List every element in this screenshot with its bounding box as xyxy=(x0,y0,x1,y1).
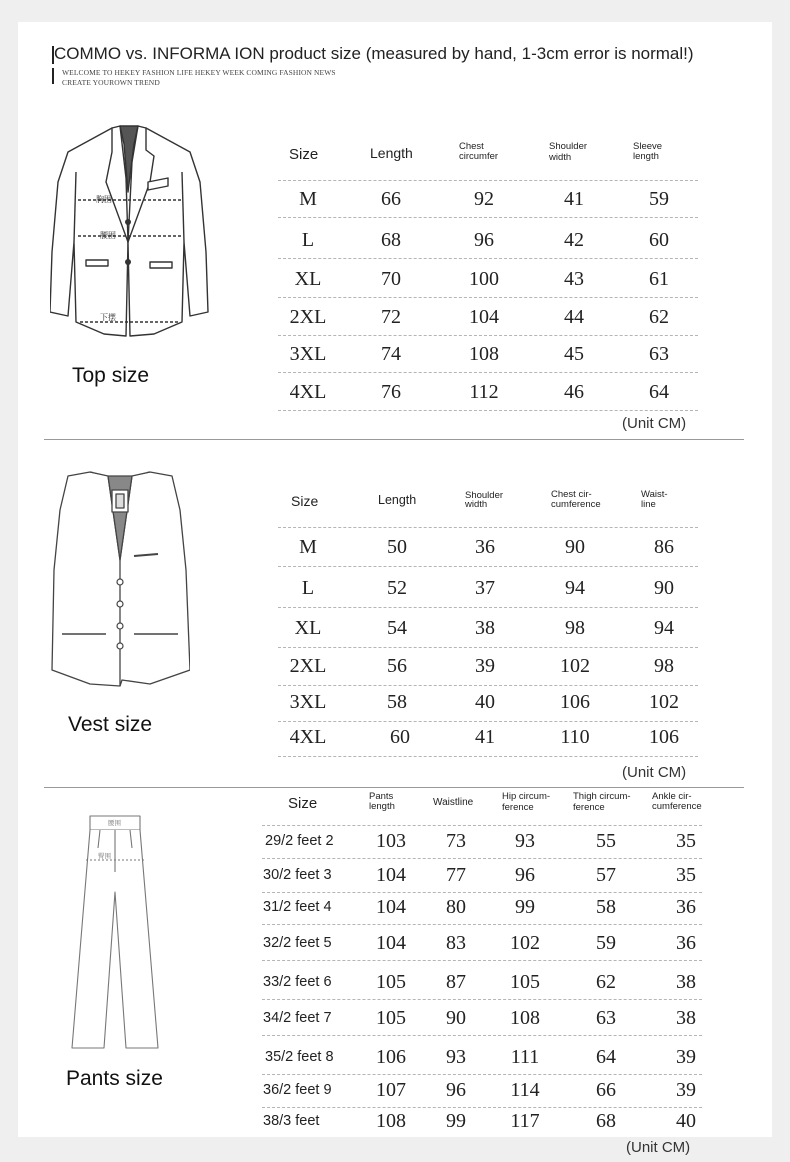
vest-row-rule xyxy=(278,756,698,757)
pants-row-rule xyxy=(262,924,702,925)
pants-cell-length: 106 xyxy=(376,1046,406,1068)
top-cell-length: 66 xyxy=(381,188,401,210)
top-cell-size: XL xyxy=(294,268,322,290)
vest-header-chest-1: Chest cir- xyxy=(551,489,592,500)
section-divider-top xyxy=(44,439,744,440)
top-size-title: Top size xyxy=(72,364,150,387)
jacket-waist-label: 腰围 xyxy=(100,231,116,240)
pants-cell-thigh: 64 xyxy=(596,1046,616,1068)
pants-cell-size: 32/2 feet 5 xyxy=(263,935,332,951)
pants-cell-thigh: 62 xyxy=(596,971,616,993)
vest-cell-size: 3XL xyxy=(289,691,327,713)
pants-cell-ankle: 35 xyxy=(676,830,696,852)
pants-cell-thigh: 57 xyxy=(596,864,616,886)
pants-header-ankle-1: Ankle cir- xyxy=(652,791,692,802)
vest-cell-shoulder: 41 xyxy=(475,726,495,748)
top-cell-sleeve: 59 xyxy=(649,188,669,210)
pants-cell-size: 29/2 feet 2 xyxy=(265,833,334,849)
pants-waist-label: 腰围 xyxy=(108,819,121,827)
vest-cell-shoulder: 37 xyxy=(475,577,495,599)
top-cell-size: L xyxy=(301,229,315,251)
pants-cell-hip: 102 xyxy=(510,932,540,954)
top-cell-sleeve: 62 xyxy=(649,306,669,328)
vest-header-length: Length xyxy=(378,493,417,507)
top-header-length: Length xyxy=(370,145,413,161)
vest-cell-length: 50 xyxy=(387,536,407,558)
top-header-chest-2: circumfer xyxy=(459,151,499,162)
pants-cell-waist: 80 xyxy=(446,896,466,918)
pants-cell-size: 36/2 feet 9 xyxy=(263,1082,332,1098)
vest-header-chest-2: cumference xyxy=(551,499,601,510)
vest-cell-shoulder: 40 xyxy=(475,691,495,713)
pants-cell-length: 104 xyxy=(376,896,406,918)
top-cell-size: 4XL xyxy=(289,381,327,403)
pants-cell-ankle: 36 xyxy=(676,896,696,918)
top-cell-shoulder: 44 xyxy=(564,306,584,328)
pants-row-rule xyxy=(262,1035,702,1036)
pants-cell-hip: 114 xyxy=(510,1079,540,1101)
pants-cell-waist: 90 xyxy=(446,1007,466,1029)
top-header-sleeve-1: Sleeve xyxy=(633,141,663,152)
top-cell-length: 74 xyxy=(381,343,401,365)
pants-cell-hip: 105 xyxy=(510,971,540,993)
pants-cell-ankle: 38 xyxy=(676,971,696,993)
top-row-rule xyxy=(278,297,698,298)
pants-cell-length: 107 xyxy=(376,1079,406,1101)
pants-cell-ankle: 40 xyxy=(676,1110,696,1132)
pants-row-rule xyxy=(262,960,702,961)
vest-cell-chest: 102 xyxy=(560,655,590,677)
vest-cell-waist: 86 xyxy=(654,536,674,558)
pants-cell-size: 35/2 feet 8 xyxy=(265,1049,334,1065)
pants-cell-size: 30/2 feet 3 xyxy=(263,867,332,883)
top-cell-chest: 92 xyxy=(474,188,494,210)
pants-header-length-1: Pants xyxy=(369,791,394,802)
pants-cell-length: 103 xyxy=(376,830,406,852)
pants-cell-hip: 108 xyxy=(510,1007,540,1029)
vest-cell-chest: 98 xyxy=(565,617,585,639)
pants-row-rule xyxy=(262,1107,702,1108)
vest-cell-waist: 102 xyxy=(649,691,679,713)
pants-cell-ankle: 39 xyxy=(676,1079,696,1101)
top-cell-length: 72 xyxy=(381,306,401,328)
top-cell-sleeve: 64 xyxy=(649,381,669,403)
top-cell-chest: 108 xyxy=(469,343,499,365)
top-cell-length: 68 xyxy=(381,229,401,251)
pants-cell-length: 104 xyxy=(376,932,406,954)
top-cell-shoulder: 46 xyxy=(564,381,584,403)
pants-cell-thigh: 55 xyxy=(596,830,616,852)
pants-cell-waist: 93 xyxy=(446,1046,466,1068)
jacket-illustration xyxy=(50,122,210,342)
pants-cell-waist: 77 xyxy=(446,864,466,886)
pants-header-thigh-2: ference xyxy=(573,802,605,813)
top-cell-sleeve: 61 xyxy=(649,268,669,290)
pants-cell-length: 105 xyxy=(376,1007,406,1029)
pants-header-thigh-1: Thigh circum- xyxy=(573,791,631,802)
top-cell-sleeve: 63 xyxy=(649,343,669,365)
top-cell-shoulder: 45 xyxy=(564,343,584,365)
vest-cell-size: XL xyxy=(294,617,322,639)
top-cell-size: 2XL xyxy=(289,306,327,328)
top-cell-size: M xyxy=(299,188,317,210)
pants-cell-size: 31/2 feet 4 xyxy=(263,899,332,915)
pants-cell-waist: 99 xyxy=(446,1110,466,1132)
top-row-rule xyxy=(278,217,698,218)
vest-size-title: Vest size xyxy=(68,713,153,736)
pants-hip-label: 臀围 xyxy=(98,852,111,860)
pants-row-rule xyxy=(262,1074,702,1075)
pants-unit-note: (Unit CM) xyxy=(626,1139,691,1156)
vest-row-rule xyxy=(278,647,698,648)
header-accent-bar-2 xyxy=(52,68,54,84)
pants-header-hip-1: Hip circum- xyxy=(502,791,551,802)
vest-header-shoulder-1: Shoulder xyxy=(465,490,504,501)
vest-row-rule xyxy=(278,685,698,686)
pants-cell-thigh: 66 xyxy=(596,1079,616,1101)
pants-header-ankle-2: cumference xyxy=(652,801,702,812)
vest-row-rule xyxy=(278,721,698,722)
pants-cell-waist: 87 xyxy=(446,971,466,993)
pants-row-rule xyxy=(262,892,702,893)
pants-cell-length: 105 xyxy=(376,971,406,993)
vest-header-rule xyxy=(278,527,698,528)
pants-cell-thigh: 68 xyxy=(596,1110,616,1132)
vest-cell-waist: 90 xyxy=(654,577,674,599)
vest-cell-size: 2XL xyxy=(289,655,327,677)
section-divider-vest xyxy=(44,787,744,788)
pants-cell-ankle: 38 xyxy=(676,1007,696,1029)
header-subtitle-1: WELCOME TO HEKEY FASHION LIFE HEKEY WEEK COMING FASHION NEWS xyxy=(62,68,336,77)
vest-cell-length: 54 xyxy=(387,617,407,639)
top-cell-chest: 104 xyxy=(469,306,499,328)
vest-cell-shoulder: 38 xyxy=(475,617,495,639)
pants-cell-thigh: 63 xyxy=(596,1007,616,1029)
top-cell-chest: 100 xyxy=(469,268,499,290)
pants-cell-hip: 111 xyxy=(510,1046,540,1068)
top-cell-shoulder: 43 xyxy=(564,268,584,290)
vest-cell-length: 60 xyxy=(390,726,410,748)
top-header-shoulder-2: width xyxy=(549,152,572,163)
vest-cell-shoulder: 36 xyxy=(475,536,495,558)
vest-header-shoulder-2: width xyxy=(465,499,488,510)
pants-header-length-2: length xyxy=(369,801,395,812)
vest-cell-size: M xyxy=(299,536,317,558)
vest-header-waist-2: line xyxy=(641,499,656,510)
pants-header-waist: Waistline xyxy=(433,797,474,808)
jacket-hem-label: 下摆 xyxy=(100,313,116,322)
top-row-rule xyxy=(278,410,698,411)
vest-header-size: Size xyxy=(291,493,319,509)
pants-size-title: Pants size xyxy=(66,1067,163,1090)
vest-cell-size: 4XL xyxy=(289,726,327,748)
pants-cell-ankle: 36 xyxy=(676,932,696,954)
vest-row-rule xyxy=(278,566,698,567)
top-header-rule xyxy=(278,180,698,181)
pants-cell-size: 34/2 feet 7 xyxy=(263,1010,332,1026)
pants-header-rule xyxy=(262,825,702,826)
page-title: COMMO vs. INFORMA ION product size (measured by hand, 1-3cm error is normal!) xyxy=(54,44,694,63)
top-cell-size: 3XL xyxy=(289,343,327,365)
pants-cell-waist: 96 xyxy=(446,1079,466,1101)
top-header-sleeve-2: length xyxy=(633,151,659,162)
pants-cell-hip: 117 xyxy=(510,1110,540,1132)
vest-illustration xyxy=(50,470,190,690)
pants-cell-length: 104 xyxy=(376,864,406,886)
pants-cell-hip: 93 xyxy=(515,830,535,852)
top-unit-note: (Unit CM) xyxy=(622,415,687,432)
top-header-chest-1: Chest xyxy=(459,141,484,152)
pants-cell-size: 33/2 feet 6 xyxy=(263,974,332,990)
top-cell-chest: 96 xyxy=(474,229,494,251)
pants-header-hip-2: ference xyxy=(502,802,534,813)
top-header-size: Size xyxy=(289,146,319,163)
jacket-chest-label: 胸围 xyxy=(96,195,112,204)
pants-cell-ankle: 35 xyxy=(676,864,696,886)
vest-cell-size: L xyxy=(301,577,315,599)
vest-cell-chest: 106 xyxy=(560,691,590,713)
pants-cell-size: 38/3 feet xyxy=(263,1113,320,1129)
vest-cell-waist: 94 xyxy=(654,617,674,639)
vest-unit-note: (Unit CM) xyxy=(622,764,687,781)
top-cell-shoulder: 42 xyxy=(564,229,584,251)
pants-cell-thigh: 58 xyxy=(596,896,616,918)
top-header-shoulder-1: Shoulder xyxy=(549,141,588,152)
vest-cell-length: 52 xyxy=(387,577,407,599)
pants-row-rule xyxy=(262,858,702,859)
vest-cell-chest: 90 xyxy=(565,536,585,558)
header-subtitle-2: CREATE YOUROWN TREND xyxy=(62,78,160,87)
top-row-rule xyxy=(278,258,698,259)
pants-cell-waist: 73 xyxy=(446,830,466,852)
pants-cell-hip: 96 xyxy=(515,864,535,886)
vest-cell-length: 56 xyxy=(387,655,407,677)
vest-cell-chest: 94 xyxy=(565,577,585,599)
vest-cell-chest: 110 xyxy=(560,726,590,748)
pants-illustration xyxy=(60,812,170,1052)
vest-cell-length: 58 xyxy=(387,691,407,713)
top-row-rule xyxy=(278,372,698,373)
pants-cell-ankle: 39 xyxy=(676,1046,696,1068)
pants-header-size: Size xyxy=(288,795,318,812)
pants-cell-waist: 83 xyxy=(446,932,466,954)
top-cell-sleeve: 60 xyxy=(649,229,669,251)
pants-cell-thigh: 59 xyxy=(596,932,616,954)
top-cell-chest: 112 xyxy=(469,381,499,403)
top-cell-shoulder: 41 xyxy=(564,188,584,210)
vest-cell-shoulder: 39 xyxy=(475,655,495,677)
top-cell-length: 76 xyxy=(381,381,401,403)
top-cell-length: 70 xyxy=(381,268,401,290)
vest-cell-waist: 106 xyxy=(649,726,679,748)
pants-row-rule xyxy=(262,999,702,1000)
vest-header-waist-1: Waist- xyxy=(641,489,668,500)
vest-row-rule xyxy=(278,607,698,608)
vest-cell-waist: 98 xyxy=(654,655,674,677)
pants-cell-length: 108 xyxy=(376,1110,406,1132)
top-row-rule xyxy=(278,335,698,336)
pants-cell-hip: 99 xyxy=(515,896,535,918)
